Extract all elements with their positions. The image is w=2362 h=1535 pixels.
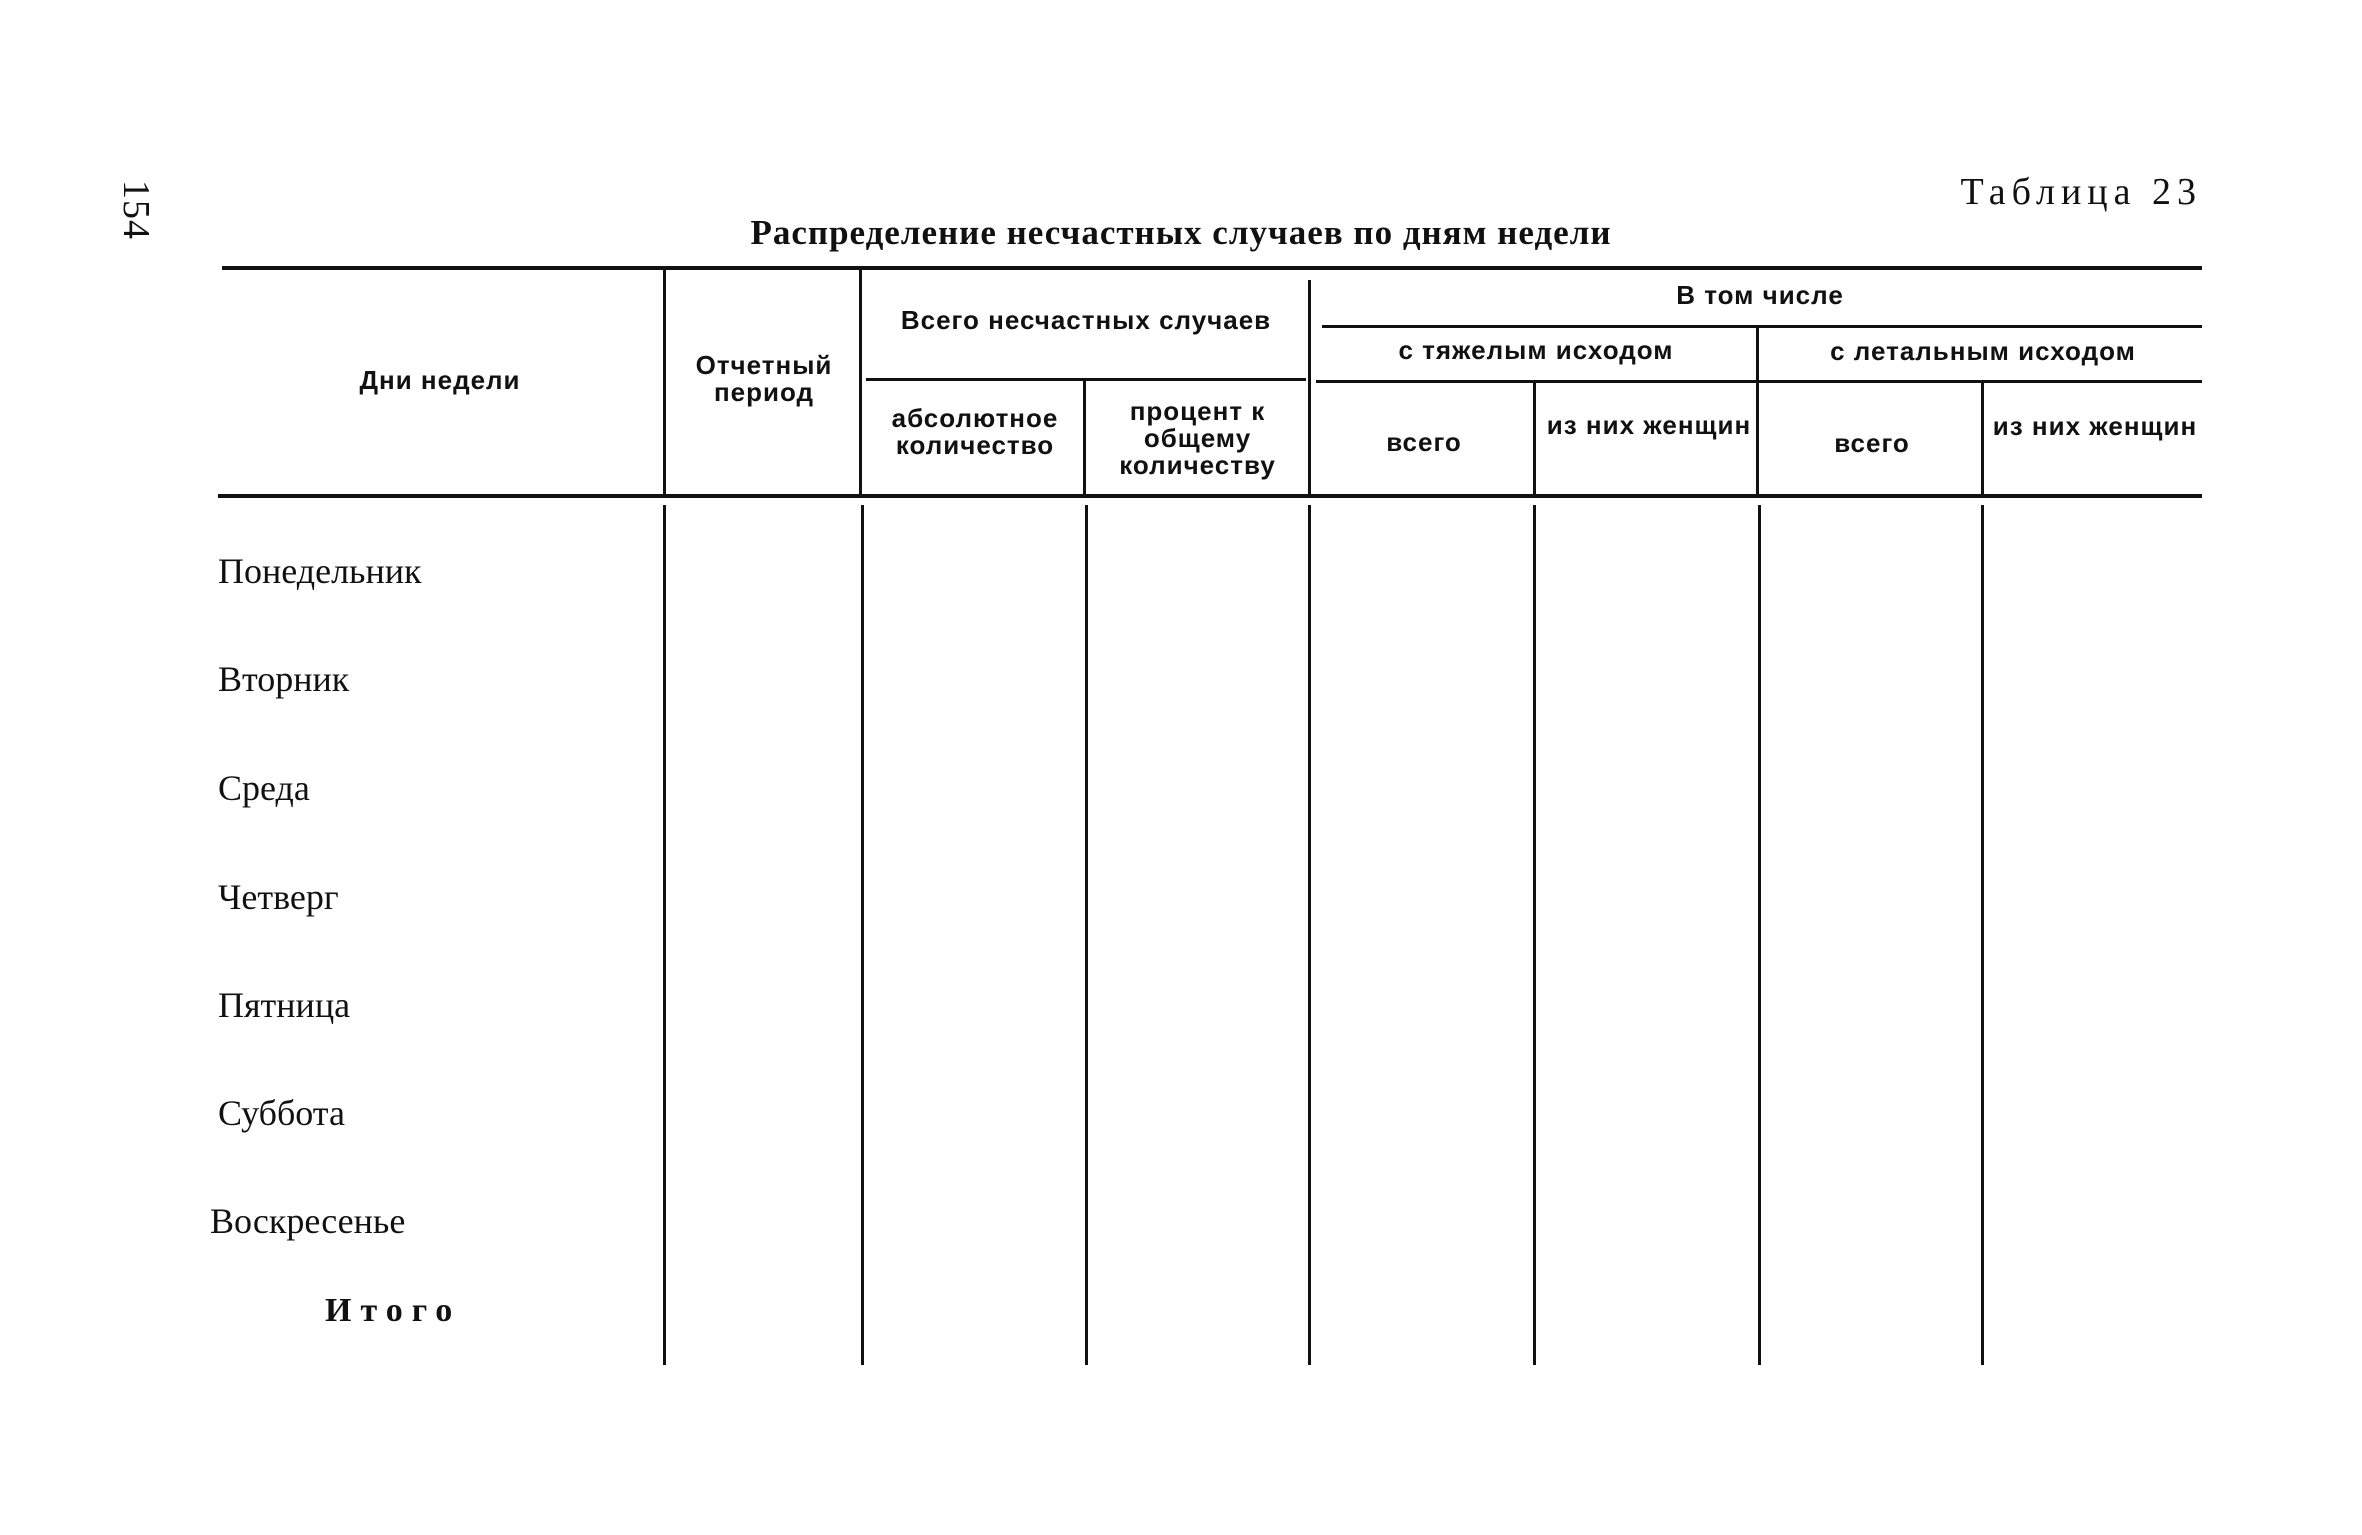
header-divider-abs	[1083, 380, 1086, 495]
header-lethal: с летальным исходом	[1830, 336, 2136, 366]
total-row-label: Итого	[325, 1292, 462, 1329]
header-absolute: абсолютное количество	[891, 403, 1059, 460]
body-divider-3	[1085, 505, 1088, 1365]
header-bottom-rule	[218, 494, 2202, 498]
row-label-thursday: Четверг	[218, 877, 339, 917]
body-divider-7	[1981, 505, 1984, 1365]
row-label-monday: Понедельник	[218, 551, 422, 591]
body-divider-4	[1308, 505, 1311, 1365]
header-severe-total: всего	[1386, 427, 1462, 457]
header-divider-including	[1308, 280, 1311, 495]
outcome-subrule	[1316, 380, 2202, 383]
row-label-sunday: Воскресенье	[210, 1201, 406, 1241]
table-label: Таблица 23	[1960, 171, 2202, 213]
row-label-saturday: Суббота	[218, 1093, 345, 1133]
header-severe: с тяжелым исходом	[1398, 335, 1674, 365]
including-subrule	[1322, 325, 2202, 328]
body-divider-1	[663, 505, 666, 1365]
header-divider-period	[859, 270, 862, 495]
header-including: В том числе	[1676, 280, 1844, 310]
header-period: Отчетный период	[695, 350, 833, 407]
page-number: 154	[115, 180, 157, 240]
body-divider-6	[1758, 505, 1761, 1365]
body-divider-2	[861, 505, 864, 1365]
header-lethal-total: всего	[1834, 428, 1910, 458]
table-top-rule	[222, 266, 2202, 270]
header-severe-women: из них женщин	[1546, 410, 1752, 440]
header-total-cases: Всего несчастных случаев	[900, 305, 1272, 335]
header-divider-days	[663, 270, 666, 495]
header-divider-lethal-women	[1981, 382, 1984, 495]
body-divider-5	[1533, 505, 1536, 1365]
row-label-wednesday: Среда	[218, 768, 310, 808]
header-divider-severe-women	[1533, 382, 1536, 495]
table-title: Распределение несчастных случаев по дням недели	[750, 213, 1612, 252]
total-cases-subrule	[866, 378, 1306, 381]
header-lethal-women: из них женщин	[1992, 411, 2198, 441]
row-label-tuesday: Вторник	[218, 659, 350, 699]
row-label-friday: Пятница	[218, 985, 351, 1025]
header-days: Дни недели	[359, 365, 521, 395]
header-divider-lethal	[1756, 327, 1759, 495]
header-percent: процент к общему количеству	[1119, 396, 1276, 480]
